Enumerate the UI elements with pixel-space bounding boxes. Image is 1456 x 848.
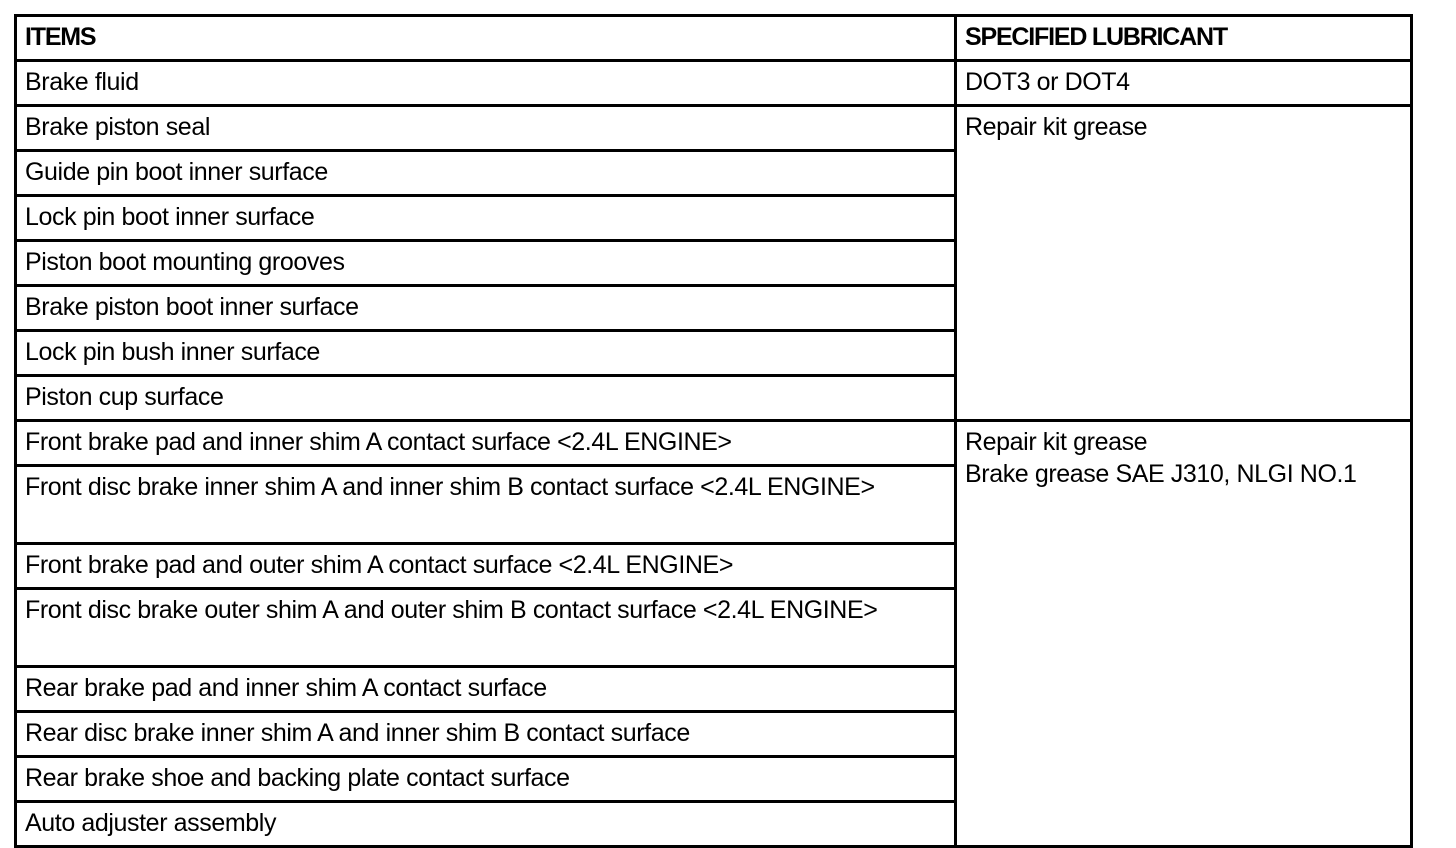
lubricant-text: Repair kit grease [965,428,1148,456]
lubricant-cell [956,421,1412,847]
item-cell: Brake piston seal [16,106,956,151]
lubricant-cell [956,61,1412,106]
lubricant-table [14,14,1413,848]
lubricant-text: Brake grease SAE J310, NLGI NO.1 [965,460,1357,488]
item-cell: Brake piston boot inner surface [16,286,956,331]
items-header: ITEMS [16,16,956,61]
item-cell: Front brake pad and inner shim A contact surface <2.4L ENGINE> [16,421,956,466]
item-cell: Rear disc brake inner shim A and inner shim B contact surface [16,712,956,757]
table-row [16,106,1412,151]
table-row [16,61,1412,106]
item-cell: Auto adjuster assembly [16,802,956,847]
lubricant-text: DOT3 or DOT4 [965,68,1130,96]
lubricant-header: SPECIFIED LUBRICANT [956,16,1412,61]
item-cell: Piston cup surface [16,376,956,421]
item-cell: Brake fluid [16,61,956,106]
item-cell: Rear brake shoe and backing plate contact surface [16,757,956,802]
item-cell: Front disc brake inner shim A and inner shim B contact surface <2.4L ENGINE> [16,466,956,544]
item-cell: Lock pin boot inner surface [16,196,956,241]
item-cell: Guide pin boot inner surface [16,151,956,196]
lubricant-cell [956,106,1412,421]
table-row [16,421,1412,466]
item-cell: Front disc brake outer shim A and outer shim B contact surface <2.4L ENGINE> [16,589,956,667]
table-body [16,61,1412,847]
lubricant-text: Repair kit grease [965,113,1148,141]
item-cell: Lock pin bush inner surface [16,331,956,376]
header-row [16,16,1412,61]
item-cell: Piston boot mounting grooves [16,241,956,286]
item-cell: Front brake pad and outer shim A contact surface <2.4L ENGINE> [16,544,956,589]
item-cell: Rear brake pad and inner shim A contact surface [16,667,956,712]
